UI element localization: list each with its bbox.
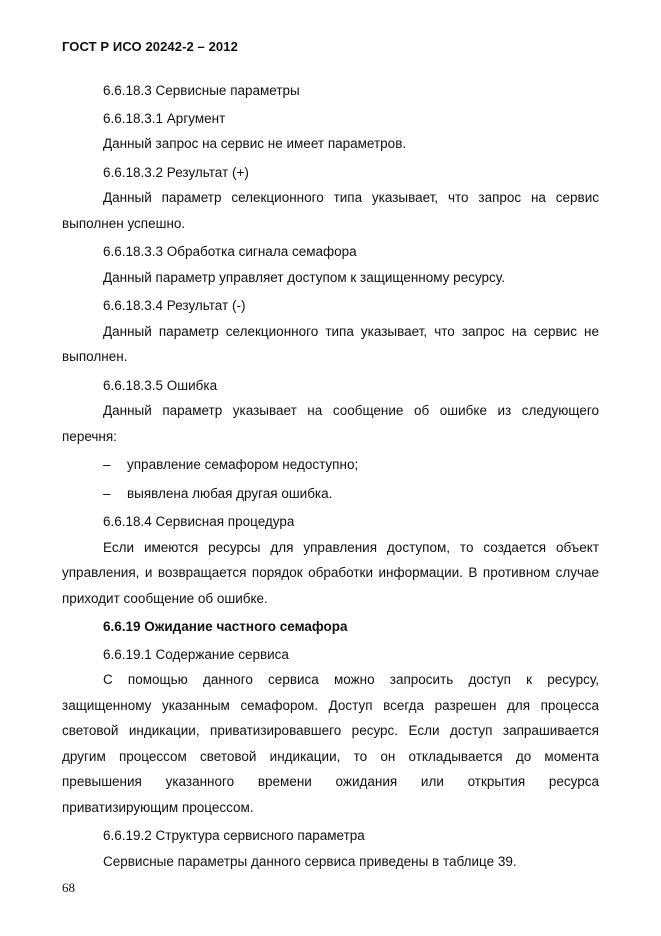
subsection-title: 6.6.19 Ожидание частного семафора [103, 619, 348, 634]
page-number: 68 [62, 880, 75, 895]
list-dash: – [103, 485, 111, 501]
body-paragraph: Данный параметр указывает на сообщение об ошибке из следующего перечня: [62, 403, 599, 444]
body-paragraph: С помощью данного сервиса можно запросить доступ к ресурсу, защищенному указанным семафором. Доступ всегда разрешен для процесса световой индикации, приватизировавшего ресурс. Если доступ запрашивается другим процессом световой индикации, то он откладывается до момента превышения указанного времени ожидания или открытия ресурса приватизирующим процессом. [62, 672, 599, 815]
section-heading: 6.6.18.3.2 Результат (+) [103, 164, 249, 180]
section-heading: 6.6.18.3.1 Аргумент [103, 110, 226, 126]
section-heading: 6.6.18.3.4 Результат (-) [103, 298, 246, 313]
body-paragraph: Данный запрос на сервис не имеет параметров. [103, 136, 407, 151]
list-item [62, 452, 599, 478]
section-heading: 6.6.19.2 Структура сервисного параметра [103, 828, 365, 843]
page-content [62, 76, 599, 874]
body-paragraph: Данный параметр селекционного типа указывает, что запрос на сервис не выполнен. [62, 323, 599, 364]
document-header: ГОСТ Р ИСО 20242-2 – 2012 [62, 39, 238, 54]
section-heading: 6.6.18.3.3 Обработка сигнала семафора [103, 244, 357, 259]
body-paragraph: Данный параметр селекционного типа указывает, что запрос на сервис выполнен успешно. [62, 190, 599, 231]
body-paragraph: Данный параметр управляет доступом к защищенному ресурсу. [103, 269, 505, 285]
list-item-text: управление семафором недоступно; [127, 457, 359, 472]
section-heading: 6.6.18.3 Сервисные параметры [103, 83, 300, 98]
section-heading: 6.6.19.1 Содержание сервиса [103, 646, 289, 662]
body-paragraph: Сервисные параметры данного сервиса приведены в таблице 39. [103, 853, 517, 869]
list-item-text: выявлена любая другая ошибка. [127, 485, 333, 501]
list-item [62, 481, 599, 507]
list-dash: – [103, 457, 111, 472]
body-paragraph: Если имеются ресурсы для управления доступом, то создается объект управления, и возвращается порядок обработки информации. В противном случае приходит сообщение об ошибке. [62, 539, 599, 606]
section-heading: 6.6.18.3.5 Ошибка [103, 377, 218, 393]
section-heading: 6.6.18.4 Сервисная процедура [103, 514, 295, 529]
